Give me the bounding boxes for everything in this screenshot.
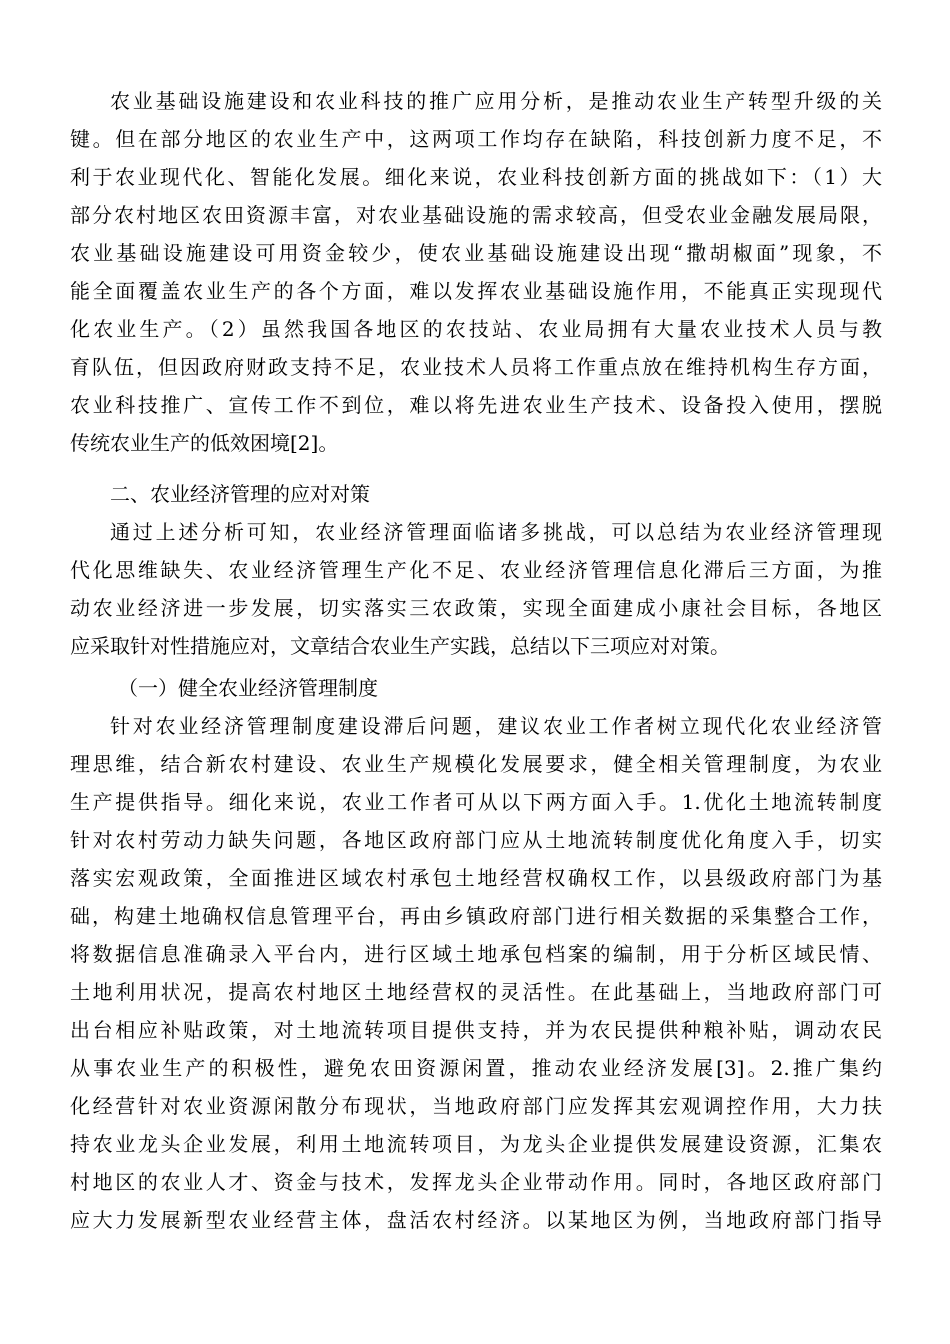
section-heading: 二、农业经济管理的应对对策 — [110, 482, 370, 506]
paragraph-1-line-8: 育队伍，但因政府财政支持不足，农业技术人员将工作重点放在维持机构生存方面， — [70, 355, 882, 379]
paragraph-1-line-6: 能全面覆盖农业生产的各个方面，难以发挥农业基础设施作用，不能真正实现现代 — [70, 279, 882, 303]
paragraph-3-line-6: 础，构建土地确权信息管理平台，再由乡镇政府部门进行相关数据的采集整合工作， — [70, 904, 882, 928]
paragraph-1-line-7: 化农业生产。（2）虽然我国各地区的农技站、农业局拥有大量农业技术人员与教 — [70, 317, 882, 341]
paragraph-1-line-4: 部分农村地区农田资源丰富，对农业基础设施的需求较高，但受农业金融发展局限， — [70, 203, 882, 227]
paragraph-1-line-1: 农业基础设施建设和农业科技的推广应用分析，是推动农业生产转型升级的关 — [110, 89, 882, 113]
paragraph-2-line-3: 动农业经济进一步发展，切实落实三农政策，实现全面建成小康社会目标，各地区 — [70, 596, 882, 620]
paragraph-1-line-10: 传统农业生产的低效困境[2]。 — [70, 431, 339, 455]
paragraph-1-line-9: 农业科技推广、宣传工作不到位，难以将先进农业生产技术、设备投入使用，摆脱 — [70, 393, 882, 417]
paragraph-3-line-4: 针对农村劳动力缺失问题，各地区政府部门应从土地流转制度优化角度入手，切实 — [70, 828, 882, 852]
paragraph-3-line-14: 应大力发展新型农业经营主体，盘活农村经济。以某地区为例，当地政府部门指导 — [70, 1208, 882, 1232]
paragraph-1-line-5: 农业基础设施建设可用资金较少，使农业基础设施建设出现“撒胡椒面”现象，不 — [70, 241, 882, 265]
subsection-heading: （一）健全农业经济管理制度 — [118, 676, 378, 700]
paragraph-1-line-2: 键。但在部分地区的农业生产中，这两项工作均存在缺陷，科技创新力度不足，不 — [70, 127, 882, 151]
paragraph-3-line-11: 化经营针对农业资源闲散分布现状，当地政府部门应发挥其宏观调控作用，大力扶 — [70, 1094, 882, 1118]
paragraph-3-line-1: 针对农业经济管理制度建设滞后问题，建议农业工作者树立现代化农业经济管 — [110, 714, 882, 738]
paragraph-3-line-3: 生产提供指导。细化来说，农业工作者可从以下两方面入手。1.优化土地流转制度 — [70, 790, 882, 814]
paragraph-3-line-12: 持农业龙头企业发展，利用土地流转项目，为龙头企业提供发展建设资源，汇集农 — [70, 1132, 882, 1156]
paragraph-3-line-7: 将数据信息准确录入平台内，进行区域土地承包档案的编制，用于分析区域民情、 — [70, 942, 882, 966]
paragraph-3-line-5: 落实宏观政策，全面推进区域农村承包土地经营权确权工作，以县级政府部门为基 — [70, 866, 882, 890]
paragraph-3-line-9: 出台相应补贴政策，对土地流转项目提供支持，并为农民提供种粮补贴，调动农民 — [70, 1018, 882, 1042]
paragraph-2-line-4: 应采取针对性措施应对，文章结合农业生产实践，总结以下三项应对对策。 — [70, 634, 730, 658]
paragraph-2-line-1: 通过上述分析可知，农业经济管理面临诸多挑战，可以总结为农业经济管理现 — [110, 520, 882, 544]
paragraph-3-line-10: 从事农业生产的积极性，避免农田资源闲置，推动农业经济发展[3]。2.推广集约 — [70, 1056, 882, 1080]
paragraph-3-line-8: 土地利用状况，提高农村地区土地经营权的灵活性。在此基础上，当地政府部门可 — [70, 980, 882, 1004]
paragraph-1-line-3: 利于农业现代化、智能化发展。细化来说，农业科技创新方面的挑战如下：（1）大 — [70, 165, 882, 189]
paragraph-2-line-2: 代化思维缺失、农业经济管理生产化不足、农业经济管理信息化滞后三方面，为推 — [70, 558, 882, 582]
paragraph-3-line-13: 村地区的农业人才、资金与技术，发挥龙头企业带动作用。同时，各地区政府部门 — [70, 1170, 882, 1194]
paragraph-3-line-2: 理思维，结合新农村建设、农业生产规模化发展要求，健全相关管理制度，为农业 — [70, 752, 882, 776]
